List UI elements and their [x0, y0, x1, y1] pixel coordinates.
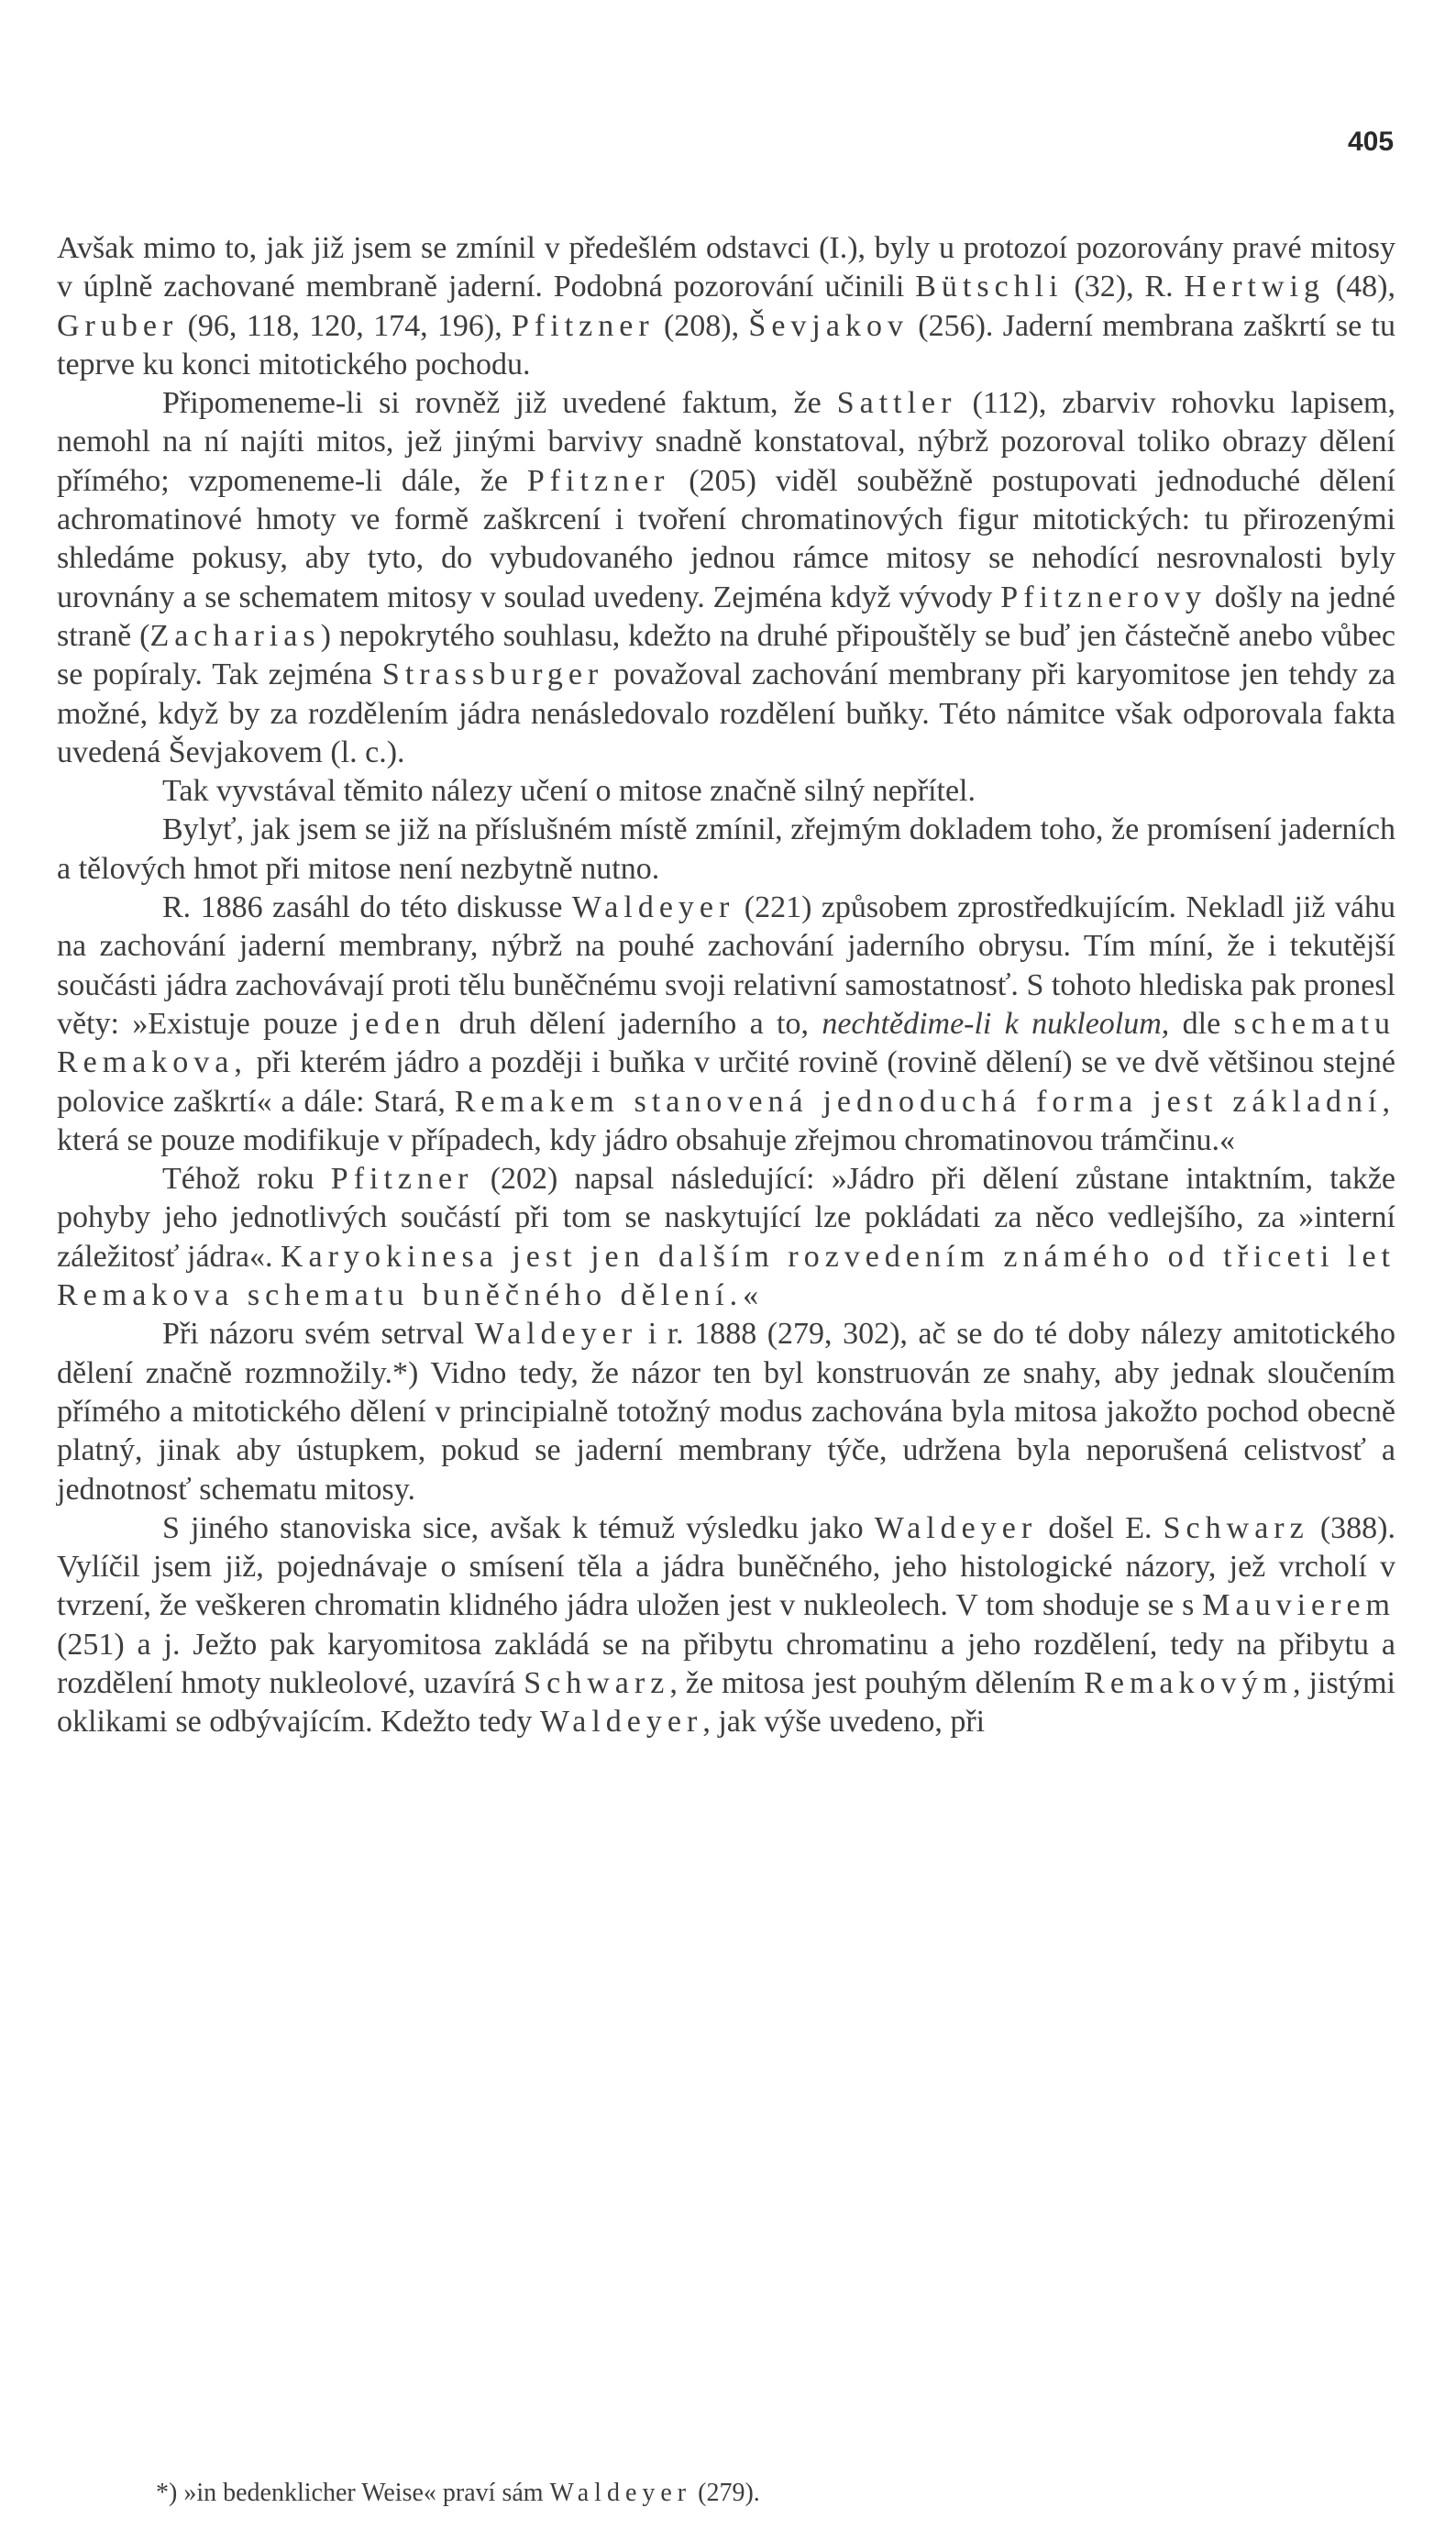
text-run: S jiného stanoviska sice, avšak k témuž výsledku jako — [162, 1510, 875, 1545]
text-run: (256). Jaderní membrana zaškrtí se tu teprve ku konci mitotického pochodu. — [57, 308, 1396, 381]
text-run: i r. 1888 (279, 302), ač se do té doby nálezy amitotického dělení značně rozmnožily.*) Vidno tedy, že názor ten byl konstruován ze snahy, aby jednak sloučením přímého a mitotického dělení v principialně totožný modus zachována byla mitosa jakožto pochod obecně platný, jinak aby ústupkem, pokud se jaderní membrany týče, udržena byla neporušená celistvosť a jednotnosť schematu mitosy. — [57, 1317, 1395, 1507]
body-text — [57, 229, 1395, 1742]
italic-text: nechtědime-li k nukleolum, — [822, 1006, 1170, 1041]
text-run: (32), R. — [1063, 270, 1185, 304]
author-name: Schwarz — [524, 1665, 670, 1700]
author-name: Ševjakov — [748, 308, 909, 343]
author-name: Waldeyer — [549, 2479, 692, 2507]
paragraph-3: Tak vyvstával těmito nálezy učení o mitose značně silný nepřítel. — [162, 774, 976, 809]
text-run: (251) a j. Ježto pak karyomitosa zakládá se na přibytu chromatinu a jeho rozdělení, tedy na přibytu a rozdělení hmoty nukleolové, uzavírá — [57, 1627, 1395, 1700]
author-name: Schwarz — [1163, 1510, 1309, 1545]
text-run: (202) napsal následující: »Jádro při dělení zůstane intaktním, takže pohyby jeho jednotlivých součástí při tom se naskytující lze pokládati za něco vedlejšího, za »interní záležitosť jádra«. — [57, 1162, 1395, 1274]
text-run: (48), — [1324, 270, 1395, 304]
author-name: Pfitzner — [512, 308, 655, 343]
text-run: Avšak mimo to, jak již jsem se zmínil v předešlém odstavci (I.), byly u protozoí pozorovány pravé mitosy v úplně zachované membraně jaderní. Podobná pozorování učinili — [57, 231, 1395, 304]
author-name: Waldeyer — [571, 890, 735, 925]
paragraph-7 — [57, 1315, 1395, 1508]
text-run: Téhož roku — [162, 1162, 331, 1197]
text-run: která se pouze modifikuje v případech, kdy jádro obsahuje zřejmou chromatinovou trámčinu.« — [57, 1122, 1235, 1157]
author-name: Pfitznerovy — [1000, 580, 1207, 614]
paragraph-8 — [57, 1509, 1395, 1742]
paragraph-1 — [57, 229, 1395, 384]
text-run: došel E. — [1037, 1510, 1164, 1545]
emphasis-text: Karyokinesa jest jen dalším rozvedením známého od třiceti let Remakova schematu buněčného dělení. — [57, 1239, 1395, 1313]
text-run: (221) způsobem zprostředkujícím. Nekladl již váhu na zachování jaderní membrany, nýbrž na pouhé zachování jaderního obrysu. Tím míní, že i tekutější součásti jádra zachovávají proti tělu buněčnému svoji relativní samostatnosť. S tohoto hlediska pak pronesl věty: »Existuje pouze — [57, 890, 1396, 1041]
emphasis-text: schematu Remakova, — [57, 1006, 1395, 1080]
text-run: Připomeneme-li si rovněž již uvedené faktum, že — [162, 386, 837, 421]
text-run: , jak výše uvedeno, při — [702, 1705, 986, 1740]
text-run: Při názoru svém setrval — [162, 1317, 475, 1352]
footnote — [156, 2478, 1348, 2509]
paragraph-4: Bylyť, jak jsem se již na příslušném místě zmínil, zřejmým dokladem toho, že promísení jaderních a tělových hmot při mitose není nezbytně nutno. — [57, 812, 1395, 886]
author-name: Zacharias — [149, 618, 321, 653]
author-name: Hertwig — [1184, 270, 1325, 304]
text-run: (112), zbarviv rohovku lapisem, nemohl na ní najíti mitos, jež jinými barvivy snadně konstatoval, nýbrž pozoroval toliko obrazy dělení přímého; vzpomeneme-li dále, že — [57, 386, 1395, 498]
author-name: Mauvierem — [1202, 1588, 1395, 1623]
text-run: dle — [1169, 1006, 1234, 1041]
author-name: Waldeyer — [539, 1705, 703, 1740]
page-number: 405 — [1348, 127, 1395, 157]
author-name: Strassburger — [381, 657, 604, 692]
author-name: Waldeyer — [874, 1510, 1038, 1545]
author-name: Gruber — [57, 308, 179, 343]
author-name: Remakovým — [1084, 1665, 1293, 1700]
text-run: (205) viděl souběžně postupovati jednoduché dělení achromatinové hmoty ve formě zaškrcení i tvoření chromatinových figur mitotických: tu přirozenými shledáme pokusy, aby tyto, do vybudovaného jednou rámce mitosy se nehodící nesrovnalosti byly urovnány a se schematem mitosy v soulad uvedeny. Zejména když vývody — [57, 463, 1395, 614]
text-run: (279). — [691, 2479, 760, 2507]
author-name: Pfitzner — [330, 1162, 474, 1197]
text-run: ) nepokrytého souhlasu, kdežto na druhé připouštěly se buď jen částečně anebo vůbec se popíraly. Tak zejména — [57, 618, 1395, 692]
text-run: (388). Vylíčil jsem již, pojednávaje o smísení těla a jádra buněčného, jeho histologické názory, jež vrcholí v tvrzení, že veškeren chromatin klidného jádra uložen jest v nukleolech. V tom shoduje se s — [57, 1510, 1395, 1623]
text-run: , že mitosa jest pouhým dělením — [669, 1665, 1085, 1700]
text-run: považoval zachování membrany při karyomitose jen tehdy za možné, když by za rozdělením jádra nenásledovalo rozdělení buňky. Této námitce však odporovala fakta uvedená Ševjakovem (l. c.). — [57, 657, 1395, 769]
text-run: , jistými oklikami se odbývajícím. Kdežto tedy — [57, 1665, 1396, 1740]
author-name: Waldeyer — [474, 1317, 638, 1352]
author-name: Sattler — [836, 386, 957, 421]
text-run: (96, 118, 120, 174, 196), — [178, 308, 513, 343]
text-run: *) »in bedenklicher Weise« praví sám — [156, 2479, 550, 2507]
text-run: při kterém jádro a později i buňka v určité rovině (rovině dělení) se ve dvě většinou stejné polovice zaškrtí« a dále: Stará, — [57, 1045, 1395, 1119]
emphasis-text: Remakem stanovená jednoduchá forma jest základní, — [454, 1084, 1395, 1119]
emphasis-text: jeden — [350, 1006, 447, 1041]
text-run: (208), — [654, 308, 749, 343]
author-name: Pfitzner — [526, 463, 670, 498]
paragraph-5 — [57, 889, 1395, 1160]
text-run: došly na jedné straně ( — [57, 580, 1395, 653]
text-run: R. 1886 zasáhl do této diskusse — [162, 890, 572, 925]
text-run: « — [743, 1278, 759, 1313]
paragraph-2 — [57, 384, 1395, 772]
author-name: Bütschli — [915, 270, 1064, 304]
paragraph-6 — [57, 1160, 1395, 1315]
text-run: druh dělení jaderního a to, — [446, 1006, 822, 1041]
